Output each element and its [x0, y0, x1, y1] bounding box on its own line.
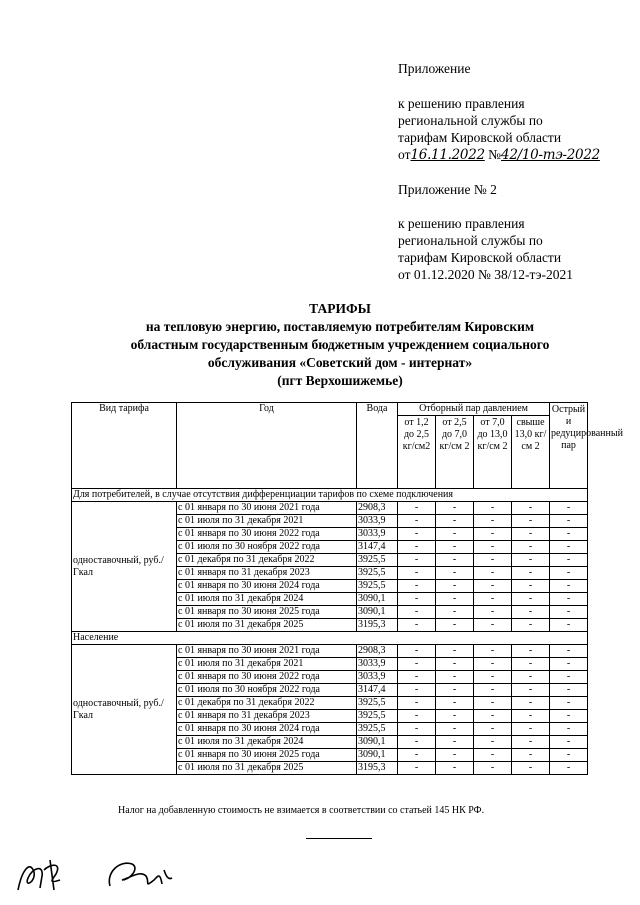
water-value: 3195,3 — [357, 762, 398, 775]
number-prefix: № — [488, 147, 502, 162]
empty-value: - — [550, 684, 588, 697]
empty-value: - — [474, 658, 512, 671]
empty-value: - — [474, 580, 512, 593]
empty-value: - — [512, 723, 550, 736]
empty-value: - — [550, 736, 588, 749]
decision-line: тарифам Кировской области — [398, 130, 562, 145]
water-value: 3147,4 — [357, 541, 398, 554]
empty-value: - — [512, 645, 550, 658]
header-sharp-steam: Острый и редуцированный пар — [550, 403, 588, 489]
separator-line — [306, 838, 372, 839]
appendix-title: Приложение — [398, 61, 471, 76]
decision-reference — [398, 95, 638, 164]
empty-value: - — [512, 567, 550, 580]
empty-value: - — [398, 645, 436, 658]
empty-value: - — [436, 593, 474, 606]
empty-value: - — [436, 723, 474, 736]
empty-value: - — [474, 619, 512, 632]
empty-value: - — [474, 671, 512, 684]
period-cell: с 01 июля по 30 ноября 2022 года — [177, 684, 357, 697]
header-kind: Вид тарифа — [72, 403, 177, 489]
empty-value: - — [436, 580, 474, 593]
empty-value: - — [398, 619, 436, 632]
decision-date-line — [398, 146, 638, 164]
empty-value: - — [436, 554, 474, 567]
empty-value: - — [474, 749, 512, 762]
decision-line: к решению правления — [398, 96, 525, 111]
section-row — [72, 489, 588, 502]
empty-value: - — [436, 515, 474, 528]
header-year: Год — [177, 403, 357, 489]
handwritten-number: 42/10-тэ-2022 — [501, 147, 600, 163]
empty-value: - — [474, 593, 512, 606]
empty-value: - — [398, 658, 436, 671]
empty-value: - — [398, 502, 436, 515]
water-value: 3033,9 — [357, 671, 398, 684]
header-water: Вода — [357, 403, 398, 489]
decision-line: региональной службы по — [398, 113, 543, 128]
header-pressure-4: свыше 13,0 кг/см 2 — [512, 416, 550, 489]
empty-value: - — [398, 580, 436, 593]
empty-value: - — [398, 567, 436, 580]
empty-value: - — [436, 645, 474, 658]
section-title: Для потребителей, в случае отсутствия дифференциации тарифов по схеме подключения — [72, 489, 588, 502]
empty-value: - — [474, 502, 512, 515]
empty-value: - — [512, 697, 550, 710]
empty-value: - — [436, 736, 474, 749]
empty-value: - — [474, 697, 512, 710]
empty-value: - — [436, 528, 474, 541]
empty-value: - — [436, 567, 474, 580]
empty-value: - — [512, 671, 550, 684]
empty-value: - — [550, 749, 588, 762]
empty-value: - — [398, 710, 436, 723]
period-cell: с 01 июля по 31 декабря 2021 — [177, 658, 357, 671]
empty-value: - — [436, 762, 474, 775]
header-row — [72, 403, 588, 416]
empty-value: - — [512, 710, 550, 723]
decision-reference-2 — [398, 215, 638, 283]
empty-value: - — [436, 697, 474, 710]
date-prefix: от — [398, 147, 411, 162]
empty-value: - — [474, 515, 512, 528]
period-cell: с 01 января по 30 июня 2022 года — [177, 671, 357, 684]
empty-value: - — [436, 541, 474, 554]
period-cell: с 01 июля по 31 декабря 2025 — [177, 762, 357, 775]
water-value: 3925,5 — [357, 723, 398, 736]
empty-value: - — [474, 645, 512, 658]
water-value: 2908,3 — [357, 502, 398, 515]
period-cell: с 01 июля по 31 декабря 2024 — [177, 736, 357, 749]
period-cell: с 01 января по 31 декабря 2023 — [177, 710, 357, 723]
table-row — [72, 645, 588, 658]
empty-value: - — [550, 502, 588, 515]
empty-value: - — [474, 710, 512, 723]
section-row — [72, 632, 588, 645]
period-cell: с 01 июля по 31 декабря 2021 — [177, 515, 357, 528]
empty-value: - — [474, 606, 512, 619]
period-cell: с 01 января по 30 июня 2024 года — [177, 723, 357, 736]
decision-line: к решению правления — [398, 216, 525, 231]
signature-1 — [10, 850, 80, 900]
table-row — [72, 502, 588, 515]
empty-value: - — [550, 671, 588, 684]
empty-value: - — [550, 515, 588, 528]
empty-value: - — [436, 749, 474, 762]
handwritten-date: 16.11.2022 — [410, 147, 485, 163]
header-pressure-2: от 2,5 до 7,0 кг/см 2 — [436, 416, 474, 489]
empty-value: - — [550, 580, 588, 593]
water-value: 3090,1 — [357, 593, 398, 606]
empty-value: - — [550, 593, 588, 606]
empty-value: - — [512, 762, 550, 775]
water-value: 3925,5 — [357, 567, 398, 580]
period-cell: с 01 июля по 31 декабря 2025 — [177, 619, 357, 632]
water-value: 3147,4 — [357, 684, 398, 697]
empty-value: - — [512, 619, 550, 632]
empty-value: - — [512, 593, 550, 606]
empty-value: - — [512, 658, 550, 671]
title-line: (пгт Верхошижемье) — [277, 373, 403, 388]
empty-value: - — [512, 528, 550, 541]
water-value: 3033,9 — [357, 528, 398, 541]
water-value: 3925,5 — [357, 580, 398, 593]
water-value: 3925,5 — [357, 697, 398, 710]
title-line: обслуживания «Советский дом - интернат» — [207, 355, 473, 370]
water-value: 3090,1 — [357, 736, 398, 749]
header-steam: Отборный пар давлением — [398, 403, 550, 416]
empty-value: - — [474, 541, 512, 554]
empty-value: - — [512, 606, 550, 619]
empty-value: - — [436, 606, 474, 619]
empty-value: - — [474, 736, 512, 749]
water-value: 3033,9 — [357, 658, 398, 671]
empty-value: - — [474, 723, 512, 736]
period-cell: с 01 декабря по 31 декабря 2022 — [177, 697, 357, 710]
empty-value: - — [512, 541, 550, 554]
water-value: 3925,5 — [357, 710, 398, 723]
empty-value: - — [512, 554, 550, 567]
empty-value: - — [398, 697, 436, 710]
empty-value: - — [550, 658, 588, 671]
water-value: 3195,3 — [357, 619, 398, 632]
empty-value: - — [436, 684, 474, 697]
period-cell: с 01 января по 30 июня 2024 года — [177, 580, 357, 593]
period-cell: с 01 января по 30 июня 2021 года — [177, 502, 357, 515]
tariff-kind: одноставочный, руб./Гкал — [72, 645, 177, 775]
decision-line: региональной службы по — [398, 233, 543, 248]
vat-footnote: Налог на добавленную стоимость не взимается в соответствии со статьей 145 НК РФ. — [118, 805, 485, 816]
period-cell: с 01 января по 30 июня 2025 года — [177, 749, 357, 762]
empty-value: - — [512, 580, 550, 593]
title-line: на тепловую энергию, поставляемую потребителям Кировским — [145, 319, 535, 334]
header-pressure-3: от 7,0 до 13,0 кг/см 2 — [474, 416, 512, 489]
empty-value: - — [550, 723, 588, 736]
empty-value: - — [436, 671, 474, 684]
empty-value: - — [436, 658, 474, 671]
appendix-2-title: Приложение № 2 — [398, 182, 497, 197]
signature-2 — [100, 850, 180, 900]
section-title: Население — [72, 632, 588, 645]
empty-value: - — [550, 554, 588, 567]
empty-value: - — [398, 541, 436, 554]
empty-value: - — [474, 762, 512, 775]
header-pressure-1: от 1,2 до 2,5 кг/см2 — [398, 416, 436, 489]
water-value: 3925,5 — [357, 554, 398, 567]
empty-value: - — [550, 710, 588, 723]
empty-value: - — [550, 697, 588, 710]
water-value: 3090,1 — [357, 749, 398, 762]
empty-value: - — [474, 684, 512, 697]
empty-value: - — [550, 606, 588, 619]
empty-value: - — [398, 684, 436, 697]
period-cell: с 01 декабря по 31 декабря 2022 — [177, 554, 357, 567]
empty-value: - — [550, 541, 588, 554]
empty-value: - — [398, 593, 436, 606]
empty-value: - — [398, 528, 436, 541]
empty-value: - — [398, 671, 436, 684]
empty-value: - — [550, 528, 588, 541]
document-title: ТАРИФЫ — [309, 301, 371, 316]
empty-value: - — [474, 554, 512, 567]
empty-value: - — [436, 710, 474, 723]
water-value: 3033,9 — [357, 515, 398, 528]
decision-line: тарифам Кировской области — [398, 250, 562, 265]
tariff-kind: одноставочный, руб./Гкал — [72, 502, 177, 632]
empty-value: - — [512, 502, 550, 515]
empty-value: - — [398, 762, 436, 775]
empty-value: - — [436, 619, 474, 632]
empty-value: - — [512, 736, 550, 749]
empty-value: - — [474, 567, 512, 580]
empty-value: - — [550, 645, 588, 658]
water-value: 3090,1 — [357, 606, 398, 619]
period-cell: с 01 января по 31 декабря 2023 — [177, 567, 357, 580]
empty-value: - — [398, 554, 436, 567]
empty-value: - — [436, 502, 474, 515]
decision-line: от 01.12.2020 № 38/12-тэ-2021 — [398, 267, 573, 282]
period-cell: с 01 июля по 31 декабря 2024 — [177, 593, 357, 606]
period-cell: с 01 января по 30 июня 2025 года — [177, 606, 357, 619]
empty-value: - — [398, 606, 436, 619]
period-cell: с 01 января по 30 июня 2022 года — [177, 528, 357, 541]
empty-value: - — [398, 749, 436, 762]
empty-value: - — [474, 528, 512, 541]
empty-value: - — [398, 515, 436, 528]
empty-value: - — [550, 619, 588, 632]
empty-value: - — [398, 723, 436, 736]
period-cell: с 01 июля по 30 ноября 2022 года — [177, 541, 357, 554]
empty-value: - — [512, 749, 550, 762]
empty-value: - — [512, 515, 550, 528]
empty-value: - — [550, 567, 588, 580]
empty-value: - — [512, 684, 550, 697]
title-line: областным государственным бюджетным учреждением социального — [130, 337, 550, 352]
period-cell: с 01 января по 30 июня 2021 года — [177, 645, 357, 658]
water-value: 2908,3 — [357, 645, 398, 658]
empty-value: - — [398, 736, 436, 749]
tariff-table — [71, 402, 623, 775]
empty-value: - — [550, 762, 588, 775]
